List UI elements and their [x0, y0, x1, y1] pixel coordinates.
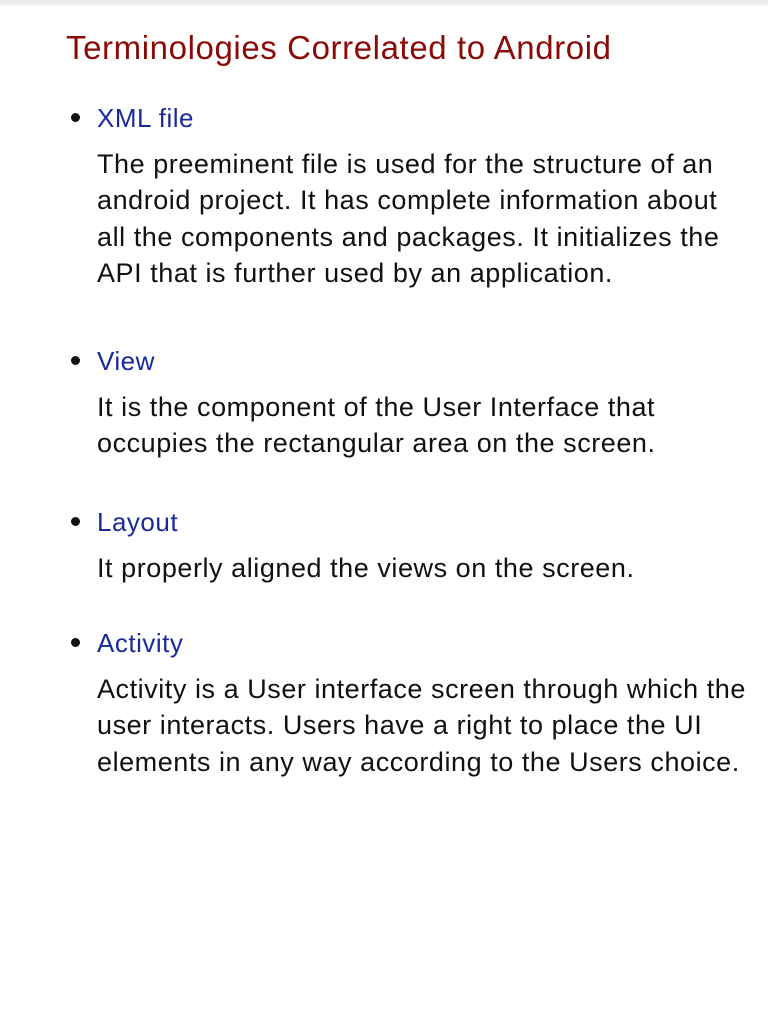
- term-xml-file: [66, 101, 746, 292]
- term-activity: [66, 626, 746, 780]
- top-divider: [0, 0, 768, 6]
- term-description: It properly aligned the views on the screen.: [97, 553, 635, 584]
- term-heading: Activity: [97, 627, 184, 658]
- article-content: [66, 30, 746, 780]
- term-heading: View: [97, 345, 155, 376]
- term-description: The preeminent file is used for the structure of an android project. It has complete information about all the components and packages. It initializes the API that is further used by an application.: [97, 149, 720, 289]
- bullet-icon: [71, 638, 80, 647]
- bullet-icon: [71, 113, 80, 122]
- bullet-icon: [71, 356, 80, 365]
- term-heading: Layout: [97, 507, 179, 538]
- term-layout: [66, 505, 746, 586]
- term-description: Activity is a User interface screen through which the user interacts. Users have a right to place the UI elements in any way according to the Users choice.: [97, 673, 746, 777]
- page-title: Terminologies Correlated to Android: [66, 29, 612, 66]
- term-description: It is the component of the User Interface that occupies the rectangular area on the screen.: [97, 391, 656, 459]
- bullet-icon: [71, 517, 80, 526]
- term-heading: XML file: [97, 103, 194, 133]
- term-list: [66, 101, 746, 780]
- term-view: [66, 344, 746, 462]
